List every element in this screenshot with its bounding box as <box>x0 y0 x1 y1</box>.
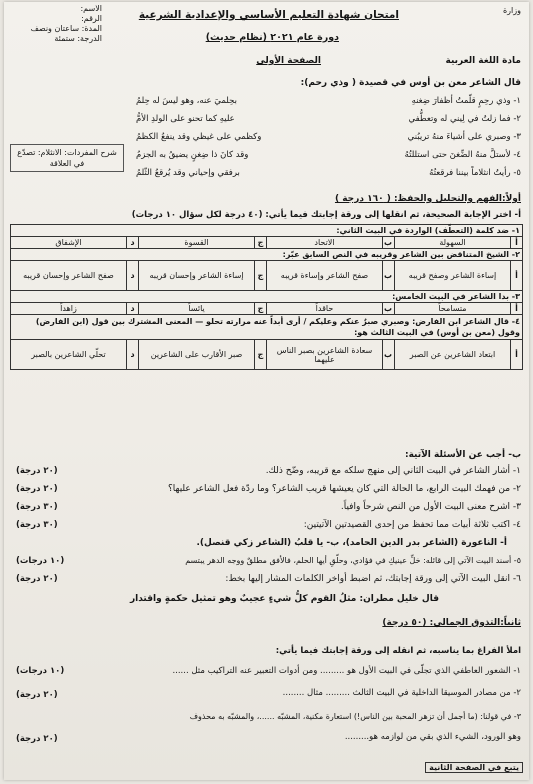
ministry-label: وزارة <box>502 6 521 15</box>
option-text: القسوة <box>139 237 255 249</box>
verse-4-second: وقد كانَ ذا ضِغنٍ يضيقُ به الجزمُ <box>136 150 249 160</box>
option-letter: د <box>127 340 139 370</box>
verse-2-second: عليهِ كما تحنو على الولدِ الأمُّ <box>136 114 235 124</box>
section2-q2-mark: (٢٠ درجة) <box>16 690 58 700</box>
option-letter: ب <box>383 261 395 291</box>
option-letter: د <box>127 261 139 291</box>
mcq-q1: ١- ضد كلمة (التعطّف) الواردة في البيت الثاني: <box>10 225 522 237</box>
option-text: صفح الشاعر وإحسان قريبه <box>10 261 126 291</box>
section2-q3-cont: وهو الورود، الشيء الذي بقي من لوازمه هو......... <box>344 732 521 742</box>
number-field: الرقم: <box>81 14 102 23</box>
partB-q4-mark: (٣٠ درجة) <box>16 520 58 530</box>
mcq-q4-options <box>10 340 522 370</box>
option-letter: ج <box>255 237 267 249</box>
mcq-q3-options <box>10 303 522 315</box>
exam-page <box>4 2 529 780</box>
section2-q1: ١- الشعور العاطفي الذي تجلّى في البيت الأول هو ......... ومن أدوات التعبير عنه التراكيب مثل ...... <box>172 666 521 676</box>
option-letter: ب <box>383 237 395 249</box>
mcq-q4: ٤- قال الشاعر ابن الفارض: وصبري صبرٌ عنكم وعليكم / أرى أبداً عنه مرارته تحلو — المعنى المشترك بين قول (ابن الفارض) وقول (معن بن أوس) في البيت الثالث هو: <box>10 315 522 340</box>
section2-q3-mark: (٢٠ درجة) <box>16 734 58 744</box>
option-text: السهولة <box>395 237 511 249</box>
exam-title: امتحان شهادة التعليم الأساسي والإعدادية الشرعية <box>138 9 399 21</box>
subject-label: مادة اللغة العربية <box>445 56 521 66</box>
duration-field: المدة: ساعتان ونصف <box>30 24 102 33</box>
option-text: صبر الأقارب على الشاعرين <box>139 340 255 370</box>
mcq-q2-options <box>10 261 522 291</box>
option-letter: أ <box>511 237 523 249</box>
verse-2-first: ٢- فما زلتُ في لِيني له وتعطُّفي <box>408 114 521 124</box>
option-letter: ج <box>255 340 267 370</box>
section2-q2: ٢- من مصادر الموسيقا الداخلية في البيت الثالث ......... مثال ........ <box>282 688 521 698</box>
partB-q5-mark: (١٠ درجات) <box>16 556 65 566</box>
session-label: دورة عام ٢٠٢١ (نظام حديث) <box>205 32 339 43</box>
partB-title: ب- أجب عن الأسئلة الآتية: <box>405 450 521 460</box>
name-field: الاسم: <box>80 4 102 13</box>
option-text: صفح الشاعر وإساءة قريبه <box>267 261 383 291</box>
page-label: الصفحة الأولى <box>256 56 321 66</box>
option-text: الإشفاق <box>10 237 126 249</box>
verse-5-first: ٥- رأيتُ انثلاماً بيننا فرقعتُهُ <box>429 168 521 178</box>
partB-q1-mark: (٢٠ درجة) <box>16 466 58 476</box>
option-letter: د <box>127 237 139 249</box>
partB-q6-mark: (٢٠ درجة) <box>16 574 58 584</box>
option-letter: أ <box>511 303 523 315</box>
option-text: إساءة الشاعر وإحسان قريبه <box>139 261 255 291</box>
partB-q3-mark: (٣٠ درجة) <box>16 502 58 512</box>
option-letter: ج <box>255 261 267 291</box>
partB-q4-options: أ- الناعورة (الشاعر بدر الدين الحامد)، ب- يا قلبُ (الشاعر زكي قنصل). <box>196 538 507 548</box>
section2-title: ثانياً:التذوق الجمالي: (٥٠ درجة) <box>382 618 521 628</box>
option-text: زاهداً <box>10 303 126 315</box>
partB-q4: ٤- اكتب ثلاثة أبيات مما تحفظ من إحدى القصيدتين الآتيتين: <box>303 520 521 530</box>
option-letter: د <box>127 303 139 315</box>
option-letter: ج <box>255 303 267 315</box>
option-text: متسامحاً <box>395 303 511 315</box>
mcq-q2: ٢- الشيخ المتناقض بين الشاعر وقريبه في النص السابق عبّر: <box>10 249 522 261</box>
option-text: سعادة الشاعرين بصبر الناس عليهما <box>267 340 383 370</box>
student-fields <box>12 4 102 44</box>
vocab-note: شرح المفردات: الانثلام: تصدّع في العلاقة <box>10 144 124 172</box>
partB-q6-verse: قال خليل مطران: مثلُ القوم كلُّ شيءٍ عجيبٌ وهو تمثيل حكمةٍ واقتدار <box>129 594 439 604</box>
partB-q6: ٦- انقل البيت الآتي إلى ورقة إجابتك، ثم اضبط أواخر الكلمات المشار إليها بخط: <box>225 574 521 584</box>
section2-q3: ٣- في قولنا: (ما أجمل أن تزهر المحبة بين الناس!) استعارة مكنية، المشبّه ......، والمشبّه به محذوف <box>189 712 521 721</box>
partB-q2: ٢- من فهمك البيت الرابع، ما الحالة التي كان يعيشها قريب الشاعر؟ وما ردّة فعل الشاعر عليها؟ <box>168 484 521 494</box>
option-text: تحلّي الشاعرين بالصبر <box>10 340 126 370</box>
option-letter: ب <box>383 303 395 315</box>
verse-5-second: برفقي وإحياني وقد يُرقعُ الثّلمُ <box>136 168 240 178</box>
section2-q1-mark: (١٠ درجات) <box>16 666 65 676</box>
option-text: الاتحاد <box>267 237 383 249</box>
partB-q1: ١- أشار الشاعر في البيت الثاني إلى منهج سلكه مع قريبه، وضّح ذلك. <box>265 466 521 476</box>
option-text: ابتعاد الشاعرين عن الصبر <box>395 340 511 370</box>
section2-intro: املأ الفراغ بما يناسبه، ثم انقله إلى ورقة إجابتك فيما يأتي: <box>275 646 521 656</box>
continue-note: يتبع في الصفحة الثانية <box>425 762 523 773</box>
mcq-q1-options <box>10 237 522 249</box>
poem-intro: قال الشاعر معن بن أوس في قصيدة ( وذي رحم): <box>300 78 521 88</box>
verse-4-first: ٤- لأستلَّ منهُ الضِّغنَ حتى استللتُهُ <box>404 150 521 160</box>
verse-1-first: ١- وذي رحِمٍ قلّمتُ أظفارَ ضِغنهِ <box>411 96 521 106</box>
option-text: إساءة الشاعر وصفح قريبه <box>395 261 511 291</box>
partB-q3: ٣- اشرح معنى البيت الأول من النص شرحاً وافياً. <box>340 502 521 512</box>
option-text: حاقداً <box>267 303 383 315</box>
poem-block <box>16 96 521 188</box>
mcq-q3: ٣- بدا الشاعر في البيت الخامس: <box>10 291 522 303</box>
grade-field: الدرجة: ستمئة <box>54 34 102 43</box>
verse-3-first: ٣- وصبري على أشياءَ منهُ تريبُني <box>407 132 521 142</box>
verse-1-second: بحِلميَ عنه، وهو ليسَ له حِلمُ <box>136 96 237 106</box>
verse-3-second: وكظمي على غيظي وقد ينفعُ الكظمُ <box>136 132 262 142</box>
mcq-table <box>10 224 523 370</box>
option-letter: أ <box>511 261 523 291</box>
section1-title: أولاً:الفهم والتحليل والحفظ: ( ١٦٠ درجة ) <box>334 194 521 204</box>
option-text: يائساً <box>139 303 255 315</box>
partA-instructions: أ- اختر الإجابة الصحيحة، ثم انقلها إلى ورقة إجابتك فيما يأتي: (٤٠ درجة لكل سؤال ١٠ درجات) <box>131 210 521 220</box>
option-letter: ب <box>383 340 395 370</box>
partB-q2-mark: (٢٠ درجة) <box>16 484 58 494</box>
option-letter: أ <box>511 340 523 370</box>
partB-q5: ٥- أسند البيت الآتي إلى قائله: خلِّ عينيكِ في فؤادي، وحلّقِ أيها الحلم، فالأفق مطلقٌ ووجه الدهر يبتسم <box>185 556 521 565</box>
